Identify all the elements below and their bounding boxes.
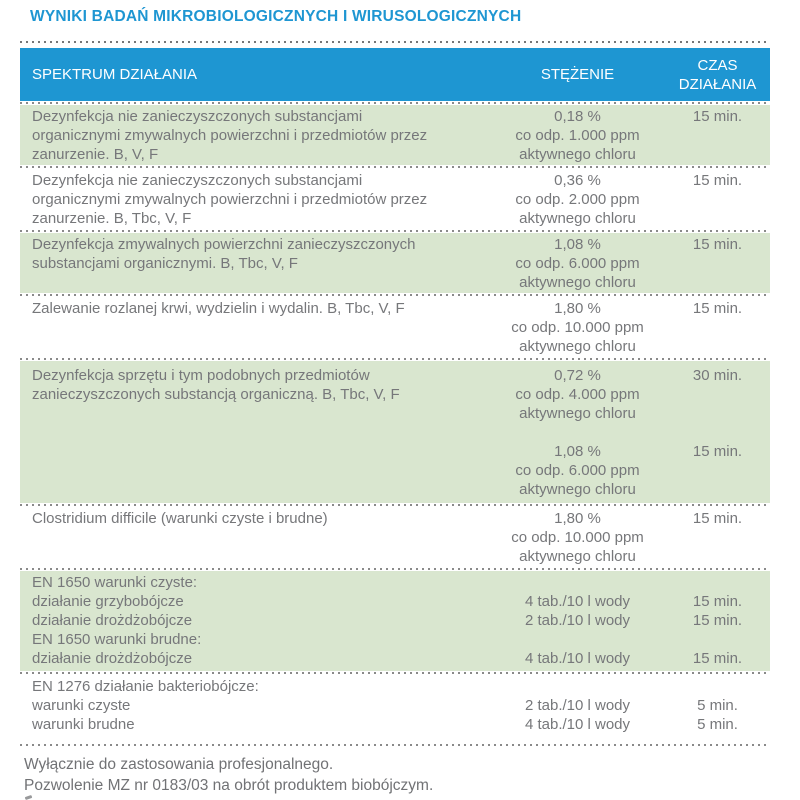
line-time: 15 min. [692, 612, 743, 629]
line-dose: 4 tab./10 l wody [524, 650, 631, 667]
table-row [20, 361, 770, 503]
spectrum-line: organicznymi zmywalnych powierzchni i przedmiotów przez [32, 191, 428, 208]
table-row [20, 571, 770, 671]
dotted-divider [20, 744, 770, 746]
time-cell: 15 min. [692, 236, 743, 253]
line-label: EN 1650 warunki czyste: [32, 574, 198, 591]
line-label: warunki czyste [32, 697, 131, 714]
concentration-cell [490, 107, 665, 164]
concentration-line: 0,18 % [554, 108, 601, 125]
table-row [20, 675, 770, 743]
line-time: 15 min. [692, 593, 743, 610]
row-line [20, 611, 770, 630]
concentration-line: co odp. 4.000 ppm [515, 386, 640, 403]
table-row [20, 297, 770, 357]
line-dose: 2 tab./10 l wody [524, 697, 631, 714]
line-label: EN 1276 działanie bakteriobójcze: [32, 678, 259, 695]
spectrum-line: Dezynfekcja sprzętu i tym podobnych przedmiotów [32, 367, 370, 384]
spectrum-line: Clostridium difficile (warunki czyste i brudne) [32, 510, 328, 527]
line-dose [490, 573, 665, 592]
spectrum-line: Dezynfekcja zmywalnych powierzchni zanieczyszczonych [32, 236, 416, 253]
dose-block [490, 366, 770, 423]
dotted-divider [20, 672, 770, 674]
spectrum-line: organicznymi zmywalnych powierzchni i przedmiotów przez [32, 127, 428, 144]
spectrum-cell [20, 366, 490, 499]
line-dose: 4 tab./10 l wody [524, 716, 631, 733]
table-row [20, 105, 770, 165]
spectrum-cell [20, 171, 490, 228]
line-dose [490, 677, 665, 696]
dotted-divider [20, 166, 770, 168]
dose-block [490, 442, 770, 499]
line-label: warunki brudne [32, 716, 135, 733]
results-table [20, 40, 770, 747]
concentration-line: 1,80 % [554, 510, 601, 527]
concentration-line: aktywnego chloru [519, 146, 636, 163]
line-time: 15 min. [692, 650, 743, 667]
concentration-cell [490, 509, 665, 566]
line-label: działanie drożdżobójcze [32, 612, 193, 629]
line-dose [490, 630, 665, 649]
line-label: działanie drożdżobójcze [32, 650, 193, 667]
concentration-line: aktywnego chloru [519, 405, 636, 422]
footer-line: Wyłącznie do zastosowania profesjonalnego. [24, 756, 334, 773]
time-cell: 15 min. [692, 443, 743, 460]
dotted-divider [20, 294, 770, 296]
time-cell: 15 min. [692, 510, 743, 527]
line-time: 5 min. [697, 697, 738, 714]
concentration-line: 1,08 % [554, 443, 601, 460]
dotted-divider [20, 568, 770, 570]
time-cell: 15 min. [692, 300, 743, 317]
page-title: WYNIKI BADAŃ MIKROBIOLOGICZNYCH I WIRUSOLOGICZNYCH [30, 8, 522, 25]
concentration-cell [490, 235, 665, 292]
line-dose: 2 tab./10 l wody [524, 612, 631, 629]
spectrum-line: Dezynfekcja nie zanieczyszczonych substancjami [32, 172, 363, 189]
row-line [20, 677, 770, 696]
line-time: 5 min. [697, 716, 738, 733]
spectrum-line: zanieczyszczonych substancją organiczną. B, Tbc, V, F [32, 386, 400, 403]
header-concentration: STĘŻENIE [540, 66, 615, 83]
concentration-cell [490, 442, 665, 499]
table-row [20, 169, 770, 229]
row-line [20, 649, 770, 668]
concentration-line: co odp. 2.000 ppm [515, 191, 640, 208]
clipped-next-line-fragment [25, 795, 33, 800]
concentration-line: aktywnego chloru [519, 548, 636, 565]
header-spectrum: SPEKTRUM DZIAŁANIA [32, 66, 198, 83]
line-time [665, 630, 770, 649]
spectrum-line: Zalewanie rozlanej krwi, wydzielin i wydalin. B, Tbc, V, F [32, 300, 405, 317]
time-cell: 30 min. [692, 367, 743, 384]
spectrum-line: substancjami organicznymi. B, Tbc, V, F [32, 255, 298, 272]
spectrum-cell [20, 299, 490, 356]
line-time [665, 677, 770, 696]
concentration-line: 1,08 % [554, 236, 601, 253]
concentration-cell [490, 366, 665, 423]
row-line [20, 630, 770, 649]
spectrum-cell [20, 107, 490, 164]
header-time: CZAS DZIAŁANIA [678, 56, 757, 93]
table-row [20, 233, 770, 293]
footer [24, 754, 433, 796]
spectrum-line: Dezynfekcja nie zanieczyszczonych substancjami [32, 108, 363, 125]
concentration-line: aktywnego chloru [519, 338, 636, 355]
dotted-divider [20, 41, 770, 43]
dose-blocks [490, 366, 770, 499]
spectrum-cell [20, 509, 490, 566]
concentration-line: co odp. 10.000 ppm [511, 319, 644, 336]
dotted-divider [20, 230, 770, 232]
row-line [20, 573, 770, 592]
spectrum-line: zanurzenie. B, Tbc, V, F [32, 210, 192, 227]
concentration-line: co odp. 1.000 ppm [515, 127, 640, 144]
concentration-line: aktywnego chloru [519, 210, 636, 227]
row-line [20, 592, 770, 611]
table-row [20, 507, 770, 567]
line-label: działanie grzybobójcze [32, 593, 184, 610]
line-time [665, 573, 770, 592]
concentration-line: co odp. 6.000 ppm [515, 255, 640, 272]
concentration-line: 1,80 % [554, 300, 601, 317]
concentration-line: 0,72 % [554, 367, 601, 384]
row-line [20, 696, 770, 715]
time-cell: 15 min. [692, 172, 743, 189]
concentration-line: 0,36 % [554, 172, 601, 189]
table-header-row [20, 48, 770, 101]
concentration-line: aktywnego chloru [519, 481, 636, 498]
concentration-line: aktywnego chloru [519, 274, 636, 291]
line-label: EN 1650 warunki brudne: [32, 631, 202, 648]
concentration-line: co odp. 6.000 ppm [515, 462, 640, 479]
spectrum-cell [20, 235, 490, 292]
dotted-divider [20, 102, 770, 104]
line-dose: 4 tab./10 l wody [524, 593, 631, 610]
concentration-cell [490, 171, 665, 228]
concentration-line: co odp. 10.000 ppm [511, 529, 644, 546]
time-cell: 15 min. [692, 108, 743, 125]
dotted-divider [20, 358, 770, 360]
concentration-cell [490, 299, 665, 356]
footer-line: Pozwolenie MZ nr 0183/03 na obrót produktem biobójczym. [24, 777, 434, 794]
dotted-divider [20, 504, 770, 506]
row-line [20, 715, 770, 734]
spectrum-line: zanurzenie. B, V, F [32, 146, 159, 163]
